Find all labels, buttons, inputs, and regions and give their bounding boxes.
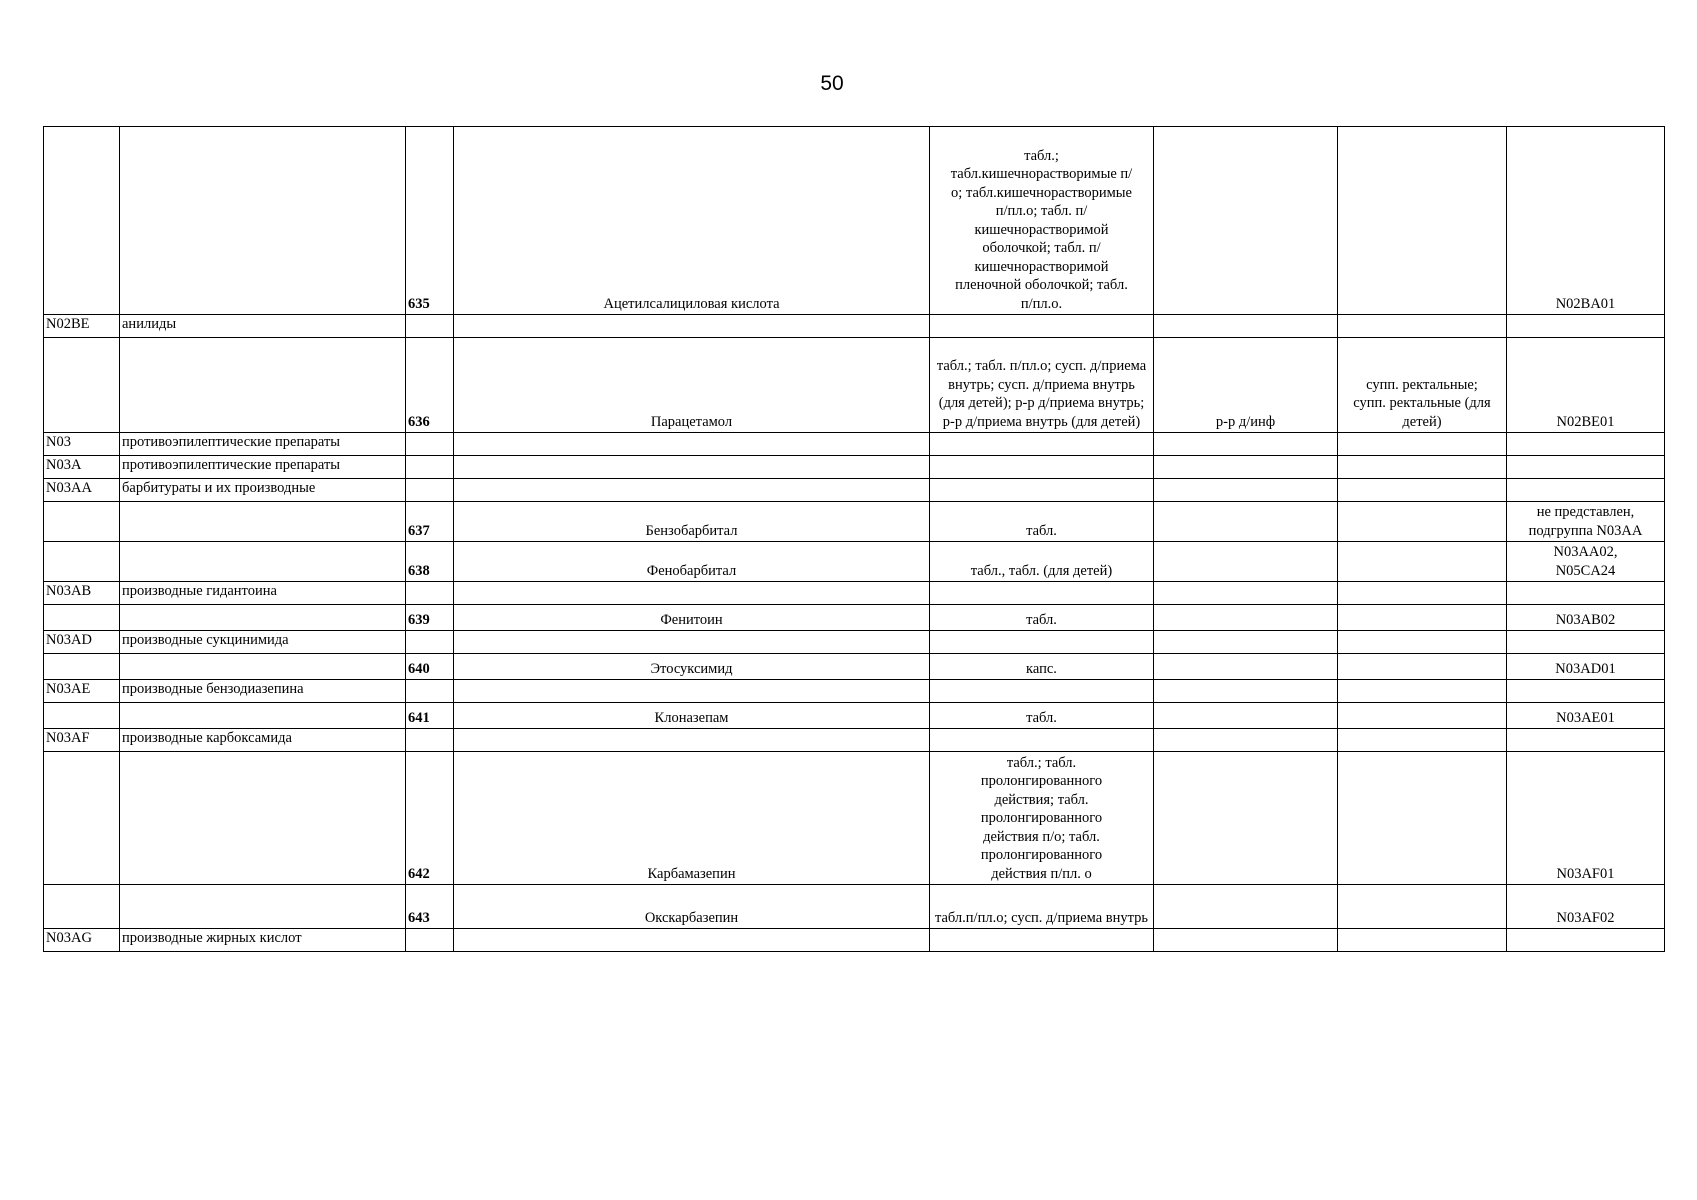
dosage-form-oral: табл., табл. (для детей) [970, 562, 1113, 579]
drug-inn-cell [454, 433, 930, 456]
drug-number: 635 [408, 295, 430, 312]
atc-code-cell [44, 315, 120, 338]
dosage-form-oral-cell [930, 479, 1154, 502]
atc-code-cell [44, 703, 120, 729]
group-name-cell [120, 456, 406, 479]
drug-number-cell [406, 605, 454, 631]
dosage-form-other-cell [1338, 752, 1507, 885]
drug-number: 643 [408, 909, 430, 926]
group-name-cell [120, 752, 406, 885]
drug-inn-cell [454, 479, 930, 502]
dosage-form-injection-cell [1154, 127, 1338, 315]
group-name-cell [120, 680, 406, 703]
drug-inn-cell [454, 127, 930, 315]
drug-number: 638 [408, 562, 430, 579]
drug-number-cell [406, 338, 454, 433]
drug-atc-code: N03AD01 [1555, 660, 1616, 677]
atc-code: N03AE [46, 681, 91, 697]
atc-code: N02BE [46, 316, 90, 332]
dosage-form-injection-cell [1154, 433, 1338, 456]
drug-atc-code-cell [1507, 885, 1665, 929]
drug-number-cell [406, 315, 454, 338]
group-row [44, 680, 1665, 703]
drug-number-cell [406, 631, 454, 654]
drug-number: 641 [408, 709, 430, 726]
drug-atc-code: не представлен, подгруппа N03AA [1528, 504, 1643, 539]
drug-atc-code-cell [1507, 456, 1665, 479]
dosage-form-injection-cell [1154, 502, 1338, 542]
dosage-form-oral-cell [930, 433, 1154, 456]
drug-inn-cell [454, 729, 930, 752]
dosage-form-oral: табл. [1026, 709, 1057, 726]
group-name: противоэпилептические препараты [122, 457, 341, 473]
drug-inn: Окскарбазепин [644, 909, 739, 926]
drug-atc-code-cell [1507, 605, 1665, 631]
drug-atc-code: N03AB02 [1555, 611, 1616, 628]
dosage-form-other-cell [1338, 433, 1507, 456]
drug-inn: Фенитоин [660, 611, 723, 628]
dosage-form-oral-cell [930, 542, 1154, 582]
dosage-form-oral-cell [930, 315, 1154, 338]
drug-number-cell [406, 479, 454, 502]
group-name: анилиды [122, 316, 177, 332]
dosage-form-injection-cell [1154, 680, 1338, 703]
dosage-form-injection-cell [1154, 752, 1338, 885]
drug-inn-cell [454, 456, 930, 479]
dosage-form-other: супп. ректальные; супп. ректальные (для детей) [1353, 376, 1491, 430]
drug-atc-code-cell [1507, 315, 1665, 338]
dosage-form-other-cell [1338, 479, 1507, 502]
atc-code-cell [44, 680, 120, 703]
drug-number-cell [406, 542, 454, 582]
group-name-cell [120, 127, 406, 315]
drug-number-cell [406, 502, 454, 542]
dosage-form-injection-cell [1154, 654, 1338, 680]
drug-inn-cell [454, 885, 930, 929]
atc-code-cell [44, 582, 120, 605]
drug-number: 639 [408, 611, 430, 628]
dosage-form-injection-cell [1154, 479, 1338, 502]
table-body [44, 127, 1665, 952]
dosage-form-other-cell [1338, 703, 1507, 729]
group-name-cell [120, 885, 406, 929]
drug-row [44, 605, 1665, 631]
group-name: производные бензодиазепина [122, 681, 304, 697]
drug-atc-code-cell [1507, 338, 1665, 433]
drug-row [44, 654, 1665, 680]
atc-code-cell [44, 654, 120, 680]
drug-atc-code-cell [1507, 729, 1665, 752]
dosage-form-injection-cell [1154, 631, 1338, 654]
dosage-form-oral-cell [930, 502, 1154, 542]
dosage-form-injection: р-р д/инф [1215, 413, 1276, 430]
drug-inn: Этосуксимид [650, 660, 733, 677]
group-name-cell [120, 502, 406, 542]
group-row [44, 729, 1665, 752]
dosage-form-oral: табл.; табл. пролонгированного действия; табл. пролонгированного действия п/о; табл. пролонгированного действия п/пл. о [980, 754, 1103, 882]
dosage-form-other-cell [1338, 631, 1507, 654]
group-name: производные карбоксамида [122, 730, 292, 746]
dosage-form-other-cell [1338, 929, 1507, 952]
drug-row [44, 338, 1665, 433]
drug-inn-cell [454, 502, 930, 542]
dosage-form-other-cell [1338, 729, 1507, 752]
dosage-form-oral-cell [930, 680, 1154, 703]
dosage-form-other-cell [1338, 542, 1507, 582]
dosage-form-other-cell [1338, 885, 1507, 929]
group-name-cell [120, 631, 406, 654]
atc-code-cell [44, 605, 120, 631]
dosage-form-other-cell [1338, 680, 1507, 703]
group-row [44, 315, 1665, 338]
dosage-form-oral-cell [930, 582, 1154, 605]
page-number: 50 [820, 72, 844, 95]
atc-code-cell [44, 542, 120, 582]
dosage-form-injection-cell [1154, 456, 1338, 479]
dosage-form-oral-cell [930, 456, 1154, 479]
group-name-cell [120, 703, 406, 729]
dosage-form-other-cell [1338, 582, 1507, 605]
dosage-form-oral-cell [930, 127, 1154, 315]
atc-code: N03AB [46, 583, 92, 599]
atc-code: N03AA [46, 480, 92, 496]
drug-row [44, 703, 1665, 729]
dosage-form-injection-cell [1154, 338, 1338, 433]
group-name-cell [120, 315, 406, 338]
group-row [44, 582, 1665, 605]
group-name-cell [120, 542, 406, 582]
drug-row [44, 542, 1665, 582]
dosage-form-oral-cell [930, 654, 1154, 680]
drug-row [44, 502, 1665, 542]
drug-inn-cell [454, 338, 930, 433]
drug-number-cell [406, 729, 454, 752]
dosage-form-injection-cell [1154, 315, 1338, 338]
group-name-cell [120, 582, 406, 605]
drug-number-cell [406, 456, 454, 479]
drug-inn-cell [454, 654, 930, 680]
drug-atc-code-cell [1507, 680, 1665, 703]
drug-atc-code-cell [1507, 631, 1665, 654]
dosage-form-oral-cell [930, 729, 1154, 752]
drug-inn-cell [454, 680, 930, 703]
drug-inn: Фенобарбитал [646, 562, 737, 579]
atc-code: N03 [46, 434, 71, 450]
dosage-form-oral-cell [930, 752, 1154, 885]
drug-atc-code-cell [1507, 582, 1665, 605]
atc-code-cell [44, 127, 120, 315]
atc-code-cell [44, 752, 120, 885]
dosage-form-oral-cell [930, 929, 1154, 952]
atc-code-cell [44, 885, 120, 929]
drug-inn: Парацетамол [650, 413, 733, 430]
dosage-form-injection-cell [1154, 582, 1338, 605]
drug-number-cell [406, 929, 454, 952]
drug-number: 642 [408, 865, 430, 882]
drug-atc-code: N02BE01 [1556, 413, 1615, 430]
atc-code-cell [44, 729, 120, 752]
drug-number-cell [406, 752, 454, 885]
drug-inn-cell [454, 315, 930, 338]
dosage-form-oral-cell [930, 631, 1154, 654]
group-name-cell [120, 605, 406, 631]
atc-code: N03A [46, 457, 82, 473]
dosage-form-oral: табл. [1026, 611, 1057, 628]
dosage-form-other-cell [1338, 315, 1507, 338]
drug-inn-cell [454, 605, 930, 631]
dosage-form-injection-cell [1154, 542, 1338, 582]
drug-atc-code-cell [1507, 479, 1665, 502]
drug-number-cell [406, 582, 454, 605]
group-name: противоэпилептические препараты [122, 434, 341, 450]
drug-atc-code-cell [1507, 703, 1665, 729]
group-name: производные жирных кислот [122, 930, 302, 946]
dosage-form-oral: табл.; табл.кишечнорастворимые п/о; табл.кишечнорастворимые п/пл.о; табл. п/кишечнорастворимой оболочкой; табл. п/кишечнорастворимой пленочной оболочкой; табл. п/пл.о. [950, 147, 1133, 312]
dosage-form-other-cell [1338, 338, 1507, 433]
dosage-form-injection-cell [1154, 929, 1338, 952]
drug-atc-code-cell [1507, 502, 1665, 542]
drug-inn: Ацетилсалициловая кислота [603, 295, 780, 312]
group-name-cell [120, 929, 406, 952]
group-name-cell [120, 654, 406, 680]
drug-number: 636 [408, 413, 430, 430]
drug-atc-code-cell [1507, 929, 1665, 952]
drug-atc-code-cell [1507, 127, 1665, 315]
drug-inn-cell [454, 929, 930, 952]
drug-atc-code: N02BA01 [1555, 295, 1616, 312]
atc-code: N03AD [46, 632, 92, 648]
drug-inn: Бензобарбитал [645, 522, 738, 539]
atc-code-cell [44, 338, 120, 433]
drug-number-cell [406, 654, 454, 680]
drug-inn: Карбамазепин [647, 865, 736, 882]
drug-number-cell [406, 680, 454, 703]
drug-inn: Клоназепам [654, 709, 729, 726]
atc-code-cell [44, 929, 120, 952]
drug-row [44, 885, 1665, 929]
atc-code-cell [44, 631, 120, 654]
group-name-cell [120, 338, 406, 433]
dosage-form-oral-cell [930, 605, 1154, 631]
group-row [44, 631, 1665, 654]
dosage-form-other-cell [1338, 502, 1507, 542]
drug-atc-code-cell [1507, 542, 1665, 582]
group-row [44, 456, 1665, 479]
group-name-cell [120, 433, 406, 456]
drug-atc-code: N03AF02 [1556, 909, 1615, 926]
dosage-form-oral-cell [930, 338, 1154, 433]
dosage-form-oral: табл.п/пл.о; сусп. д/приема внутрь [934, 909, 1149, 926]
atc-code: N03AG [46, 930, 92, 946]
drug-inn-cell [454, 631, 930, 654]
dosage-form-other-cell [1338, 654, 1507, 680]
drug-atc-code-cell [1507, 433, 1665, 456]
dosage-form-other-cell [1338, 127, 1507, 315]
drug-atc-code: N03AA02, N05CA24 [1553, 544, 1618, 579]
group-name: производные сукцинимида [122, 632, 289, 648]
dosage-form-other-cell [1338, 605, 1507, 631]
group-row [44, 433, 1665, 456]
atc-code-cell [44, 433, 120, 456]
atc-code: N03AF [46, 730, 90, 746]
atc-code-cell [44, 456, 120, 479]
group-name: барбитураты и их производные [122, 480, 316, 496]
drug-number-cell [406, 127, 454, 315]
drug-number-cell [406, 433, 454, 456]
drug-inn-cell [454, 752, 930, 885]
drug-atc-code: N03AF01 [1556, 865, 1615, 882]
drug-atc-code-cell [1507, 752, 1665, 885]
drug-inn-cell [454, 703, 930, 729]
group-name-cell [120, 729, 406, 752]
drug-atc-code: N03AE01 [1556, 709, 1615, 726]
dosage-form-oral: капс. [1026, 660, 1057, 677]
drug-number: 640 [408, 660, 430, 677]
drug-number: 637 [408, 522, 430, 539]
dosage-form-injection-cell [1154, 729, 1338, 752]
atc-code-cell [44, 502, 120, 542]
group-name: производные гидантоина [122, 583, 277, 599]
drug-number-cell [406, 885, 454, 929]
group-row [44, 929, 1665, 952]
dosage-form-other-cell [1338, 456, 1507, 479]
drug-number-cell [406, 703, 454, 729]
drug-row [44, 127, 1665, 315]
dosage-form-injection-cell [1154, 605, 1338, 631]
group-row [44, 479, 1665, 502]
dosage-form-oral-cell [930, 885, 1154, 929]
dosage-form-injection-cell [1154, 703, 1338, 729]
drug-inn-cell [454, 542, 930, 582]
dosage-form-injection-cell [1154, 885, 1338, 929]
drug-row [44, 752, 1665, 885]
drug-atc-code-cell [1507, 654, 1665, 680]
dosage-form-oral: табл. [1026, 522, 1057, 539]
atc-code-cell [44, 479, 120, 502]
dosage-form-oral: табл.; табл. п/пл.о; сусп. д/приема внутрь; сусп. д/приема внутрь (для детей); р-р д/приема внутрь; р-р д/приема внутрь (для детей) [936, 358, 1147, 430]
group-name-cell [120, 479, 406, 502]
dosage-form-oral-cell [930, 703, 1154, 729]
drug-list-table [43, 126, 1665, 952]
drug-inn-cell [454, 582, 930, 605]
